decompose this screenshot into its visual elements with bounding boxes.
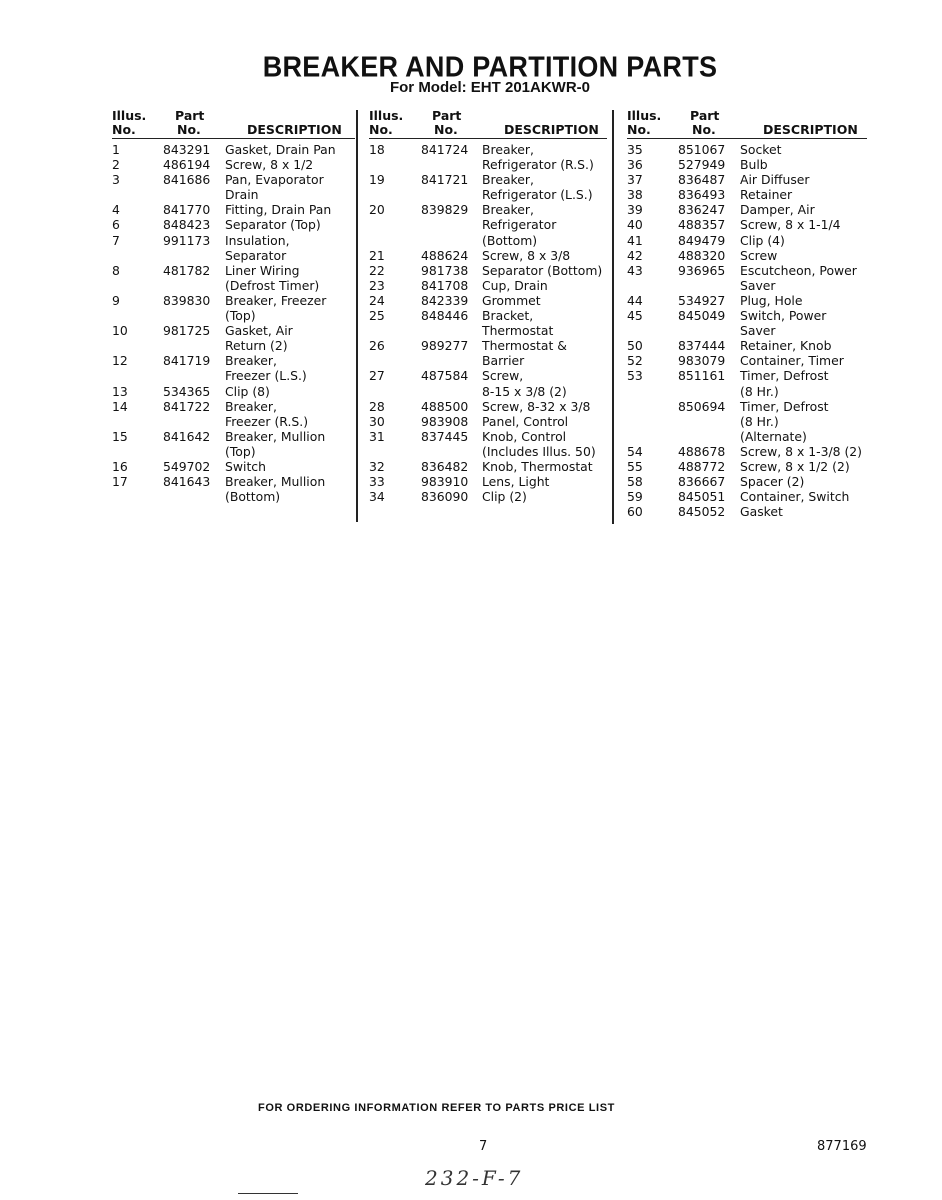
- illus-number: 54: [627, 443, 643, 459]
- part-description: Bulb: [740, 157, 768, 173]
- illus-number: 40: [627, 217, 643, 233]
- part-number: 487584: [421, 368, 469, 384]
- table-row: [627, 187, 887, 202]
- part-number: 488624: [421, 247, 469, 263]
- part-description: Breaker, Refrigerator (L.S.): [482, 172, 593, 203]
- table-row: [627, 504, 887, 519]
- illus-number: 15: [112, 428, 128, 444]
- table-row: [627, 233, 887, 248]
- part-number: 845051: [678, 489, 726, 505]
- illus-number: 39: [627, 202, 643, 218]
- table-row: [112, 233, 372, 263]
- part-no-header: No.: [434, 122, 458, 137]
- part-description: Retainer, Knob: [740, 338, 832, 354]
- part-number: 983908: [421, 413, 469, 429]
- illus-number: 30: [369, 413, 385, 429]
- part-description: Breaker, Freezer (R.S.): [225, 398, 309, 429]
- part-number: 481782: [163, 262, 211, 278]
- table-row: [369, 142, 629, 172]
- illus-number: 45: [627, 308, 643, 324]
- illus-number: 17: [112, 474, 128, 490]
- table-row: [627, 459, 887, 474]
- part-description: Bracket, Thermostat: [482, 308, 554, 339]
- table-row: [627, 474, 887, 489]
- illus-number: 13: [112, 383, 128, 399]
- illus-number: 43: [627, 262, 643, 278]
- part-number: 842339: [421, 292, 469, 308]
- table-row: [112, 429, 372, 459]
- illus-number: 53: [627, 368, 643, 384]
- part-description: Clip (2): [482, 489, 527, 505]
- illus-number: 14: [112, 398, 128, 414]
- part-description: Clip (4): [740, 232, 785, 248]
- illus-header: Illus.: [369, 108, 404, 123]
- part-number: 836247: [678, 202, 726, 218]
- part-number: 839829: [421, 202, 469, 218]
- part-description: Screw, 8 x 1-1/4: [740, 217, 841, 233]
- part-description: Breaker, Mullion (Top): [225, 428, 326, 459]
- table-row: [627, 217, 887, 232]
- part-description: Switch, Power Saver: [740, 308, 827, 339]
- table-row: [112, 323, 372, 353]
- part-number: 845052: [678, 504, 726, 520]
- model-subtitle: For Model: EHT 201AKWR-0: [389, 79, 590, 96]
- part-description: Socket: [740, 142, 782, 157]
- part-number: 486194: [163, 157, 211, 173]
- part-number: 841708: [421, 277, 469, 293]
- illus-number: 18: [369, 142, 385, 157]
- part-number: 836090: [421, 489, 469, 505]
- table-row: [627, 444, 887, 459]
- part-description: Pan, Evaporator Drain: [225, 172, 324, 203]
- illus-number: 60: [627, 504, 643, 520]
- parts-column-1: [112, 108, 362, 505]
- part-description: Grommet: [482, 292, 541, 308]
- part-description: Gasket, Drain Pan: [225, 142, 336, 157]
- table-row: [112, 172, 372, 202]
- illus-number: 19: [369, 172, 385, 188]
- part-number: 849479: [678, 232, 726, 248]
- table-row: [627, 157, 887, 172]
- table-row: [627, 172, 887, 187]
- part-no-header: No.: [177, 122, 201, 137]
- part-description: Retainer: [740, 187, 793, 203]
- illus-number: 7: [112, 232, 120, 248]
- part-description: Screw, 8 x 3/8: [482, 247, 571, 263]
- part-number: 841642: [163, 428, 211, 444]
- part-number: 841721: [421, 172, 469, 188]
- illus-no-header: No.: [369, 122, 393, 137]
- illus-number: 1: [112, 142, 120, 157]
- illus-number: 12: [112, 353, 128, 369]
- table-row: [627, 202, 887, 217]
- table-row: [369, 338, 629, 368]
- illus-number: 2: [112, 157, 120, 173]
- illus-number: 21: [369, 247, 385, 263]
- parts-list: [112, 142, 372, 504]
- part-description: Knob, Thermostat: [482, 458, 593, 474]
- handwritten-note: 232-F-7: [425, 1166, 524, 1190]
- part-description: Screw, 8 x 1/2 (2): [740, 458, 850, 474]
- table-row: [627, 353, 887, 368]
- part-header: Part: [690, 108, 720, 123]
- part-number: 527949: [678, 157, 726, 173]
- part-description: Screw, 8 x 1/2: [225, 157, 314, 173]
- table-row: [627, 248, 887, 263]
- table-row: [112, 293, 372, 323]
- part-description: Breaker, Freezer (L.S.): [225, 353, 307, 384]
- parts-list: [369, 142, 629, 504]
- illus-number: 58: [627, 474, 643, 490]
- part-number: 841722: [163, 398, 211, 414]
- part-description: Breaker, Refrigerator (R.S.): [482, 142, 594, 173]
- part-no-header: No.: [692, 122, 716, 137]
- part-number: 534365: [163, 383, 211, 399]
- table-row: [112, 459, 372, 474]
- part-description: Spacer (2): [740, 474, 805, 490]
- part-number: 841643: [163, 474, 211, 490]
- part-number: 534927: [678, 292, 726, 308]
- illus-number: 25: [369, 308, 385, 324]
- part-number: 488357: [678, 217, 726, 233]
- illus-number: 6: [112, 217, 120, 233]
- table-row: [369, 429, 629, 459]
- part-description: Breaker, Mullion (Bottom): [225, 474, 326, 505]
- part-number: 848423: [163, 217, 211, 233]
- illus-number: 41: [627, 232, 643, 248]
- part-number: 936965: [678, 262, 726, 278]
- table-row: [112, 353, 372, 383]
- part-number: 981738: [421, 262, 469, 278]
- table-row: [369, 293, 629, 308]
- header-rule: [112, 138, 355, 139]
- parts-column-3: [627, 108, 877, 520]
- part-description: Fitting, Drain Pan: [225, 202, 332, 218]
- part-description: Breaker, Freezer (Top): [225, 292, 327, 324]
- header-rule: [627, 138, 867, 139]
- table-row: [112, 474, 372, 504]
- part-description: Plug, Hole: [740, 292, 803, 308]
- illus-number: 36: [627, 157, 643, 173]
- table-row: [369, 278, 629, 293]
- illus-number: 10: [112, 323, 128, 339]
- table-row: [369, 399, 629, 414]
- part-description: Screw, 8-15 x 3/8 (2): [482, 368, 567, 399]
- illus-number: 52: [627, 353, 643, 369]
- part-description: Gasket: [740, 504, 783, 520]
- table-row: [627, 489, 887, 504]
- page-number: 7: [479, 1139, 488, 1154]
- part-description: Switch: [225, 458, 266, 474]
- part-number: 850694: [678, 398, 726, 414]
- table-row: [627, 308, 887, 338]
- part-description: Container, Switch: [740, 489, 850, 505]
- illus-number: 55: [627, 458, 643, 474]
- part-number: 991173: [163, 232, 211, 248]
- illus-number: 37: [627, 172, 643, 188]
- table-row: [369, 459, 629, 474]
- illus-number: 24: [369, 292, 385, 308]
- part-number: 841724: [421, 142, 469, 157]
- table-header: [627, 108, 877, 140]
- part-number: 845049: [678, 308, 726, 324]
- table-row: [369, 308, 629, 338]
- table-row: [369, 474, 629, 489]
- illus-number: 16: [112, 458, 128, 474]
- part-description: Damper, Air: [740, 202, 815, 218]
- ordering-note: FOR ORDERING INFORMATION REFER TO PARTS PRICE LIST: [258, 1102, 615, 1114]
- part-description: Screw: [740, 247, 778, 263]
- part-number: 488678: [678, 443, 726, 459]
- illus-number: 26: [369, 338, 385, 354]
- part-number: 848446: [421, 308, 469, 324]
- part-description: Thermostat & Barrier: [482, 338, 567, 369]
- table-header: [369, 108, 619, 140]
- part-description: Clip (8): [225, 383, 270, 399]
- part-number: 989277: [421, 338, 469, 354]
- part-description: Breaker, Refrigerator (Bottom): [482, 202, 557, 248]
- illus-number: 28: [369, 398, 385, 414]
- table-row: [369, 202, 629, 247]
- part-number: 549702: [163, 458, 211, 474]
- illus-number: 8: [112, 262, 120, 278]
- part-description: Insulation, Separator: [225, 232, 290, 263]
- part-description: Lens, Light: [482, 474, 550, 490]
- divider: [238, 1193, 298, 1194]
- table-row: [112, 202, 372, 217]
- part-description: Air Diffuser: [740, 172, 810, 188]
- table-row: [627, 338, 887, 353]
- table-row: [627, 142, 887, 157]
- part-description: Liner Wiring (Defrost Timer): [225, 262, 320, 293]
- illus-number: 27: [369, 368, 385, 384]
- description-header: DESCRIPTION: [763, 122, 858, 137]
- document-number: 877169: [817, 1139, 867, 1154]
- illus-number: 31: [369, 428, 385, 444]
- table-row: [369, 248, 629, 263]
- table-row: [112, 263, 372, 293]
- part-number: 841770: [163, 202, 211, 218]
- part-number: 836482: [421, 458, 469, 474]
- table-row: [627, 368, 887, 398]
- illus-number: 38: [627, 187, 643, 203]
- description-header: DESCRIPTION: [247, 122, 342, 137]
- illus-number: 44: [627, 292, 643, 308]
- part-number: 851067: [678, 142, 726, 157]
- part-description: Panel, Control: [482, 413, 569, 429]
- illus-number: 42: [627, 247, 643, 263]
- part-description: Knob, Control (Includes Illus. 50): [482, 428, 596, 459]
- table-row: [369, 263, 629, 278]
- part-number: 488772: [678, 458, 726, 474]
- parts-list: [627, 142, 887, 519]
- header-rule: [369, 138, 607, 139]
- illus-header: Illus.: [112, 108, 147, 123]
- part-description: Timer, Defrost (8 Hr.): [740, 368, 829, 399]
- page-title: BREAKER AND PARTITION PARTS: [262, 51, 718, 83]
- part-description: Separator (Bottom): [482, 262, 603, 278]
- part-description: Screw, 8 x 1-3/8 (2): [740, 443, 863, 459]
- table-header: [112, 108, 362, 140]
- part-number: 981725: [163, 323, 211, 339]
- illus-number: 32: [369, 458, 385, 474]
- illus-no-header: No.: [627, 122, 651, 137]
- part-description: Gasket, Air Return (2): [225, 323, 293, 354]
- table-row: [112, 399, 372, 429]
- part-number: 488320: [678, 247, 726, 263]
- illus-number: 4: [112, 202, 120, 218]
- illus-number: 33: [369, 474, 385, 490]
- parts-column-2: [369, 108, 619, 505]
- table-row: [369, 368, 629, 398]
- illus-number: 9: [112, 292, 120, 308]
- part-number: 836487: [678, 172, 726, 188]
- description-header: DESCRIPTION: [504, 122, 599, 137]
- illus-number: 23: [369, 277, 385, 293]
- part-description: Timer, Defrost (8 Hr.) (Alternate): [740, 398, 829, 444]
- part-description: Escutcheon, Power Saver: [740, 262, 857, 293]
- table-row: [369, 489, 629, 504]
- part-number: 841719: [163, 353, 211, 369]
- illus-number: 34: [369, 489, 385, 505]
- table-row: [627, 263, 887, 293]
- table-row: [112, 142, 372, 157]
- part-number: 983910: [421, 474, 469, 490]
- part-header: Part: [432, 108, 462, 123]
- part-number: 488500: [421, 398, 469, 414]
- table-row: [627, 399, 887, 444]
- table-row: [112, 384, 372, 399]
- illus-no-header: No.: [112, 122, 136, 137]
- part-description: Cup, Drain: [482, 277, 548, 293]
- part-number: 843291: [163, 142, 211, 157]
- part-number: 839830: [163, 292, 211, 308]
- part-number: 837445: [421, 428, 469, 444]
- illus-number: 22: [369, 262, 385, 278]
- part-number: 983079: [678, 353, 726, 369]
- illus-number: 35: [627, 142, 643, 157]
- illus-number: 59: [627, 489, 643, 505]
- part-description: Screw, 8-32 x 3/8: [482, 398, 591, 414]
- part-number: 851161: [678, 368, 726, 384]
- table-row: [627, 293, 887, 308]
- part-number: 836493: [678, 187, 726, 203]
- illus-number: 50: [627, 338, 643, 354]
- part-description: Container, Timer: [740, 353, 844, 369]
- illus-number: 20: [369, 202, 385, 218]
- table-row: [369, 414, 629, 429]
- part-number: 837444: [678, 338, 726, 354]
- part-number: 841686: [163, 172, 211, 188]
- part-number: 836667: [678, 474, 726, 490]
- illus-header: Illus.: [627, 108, 662, 123]
- part-description: Separator (Top): [225, 217, 321, 233]
- table-row: [369, 172, 629, 202]
- table-row: [112, 217, 372, 232]
- illus-number: 3: [112, 172, 120, 188]
- table-row: [112, 157, 372, 172]
- part-header: Part: [175, 108, 205, 123]
